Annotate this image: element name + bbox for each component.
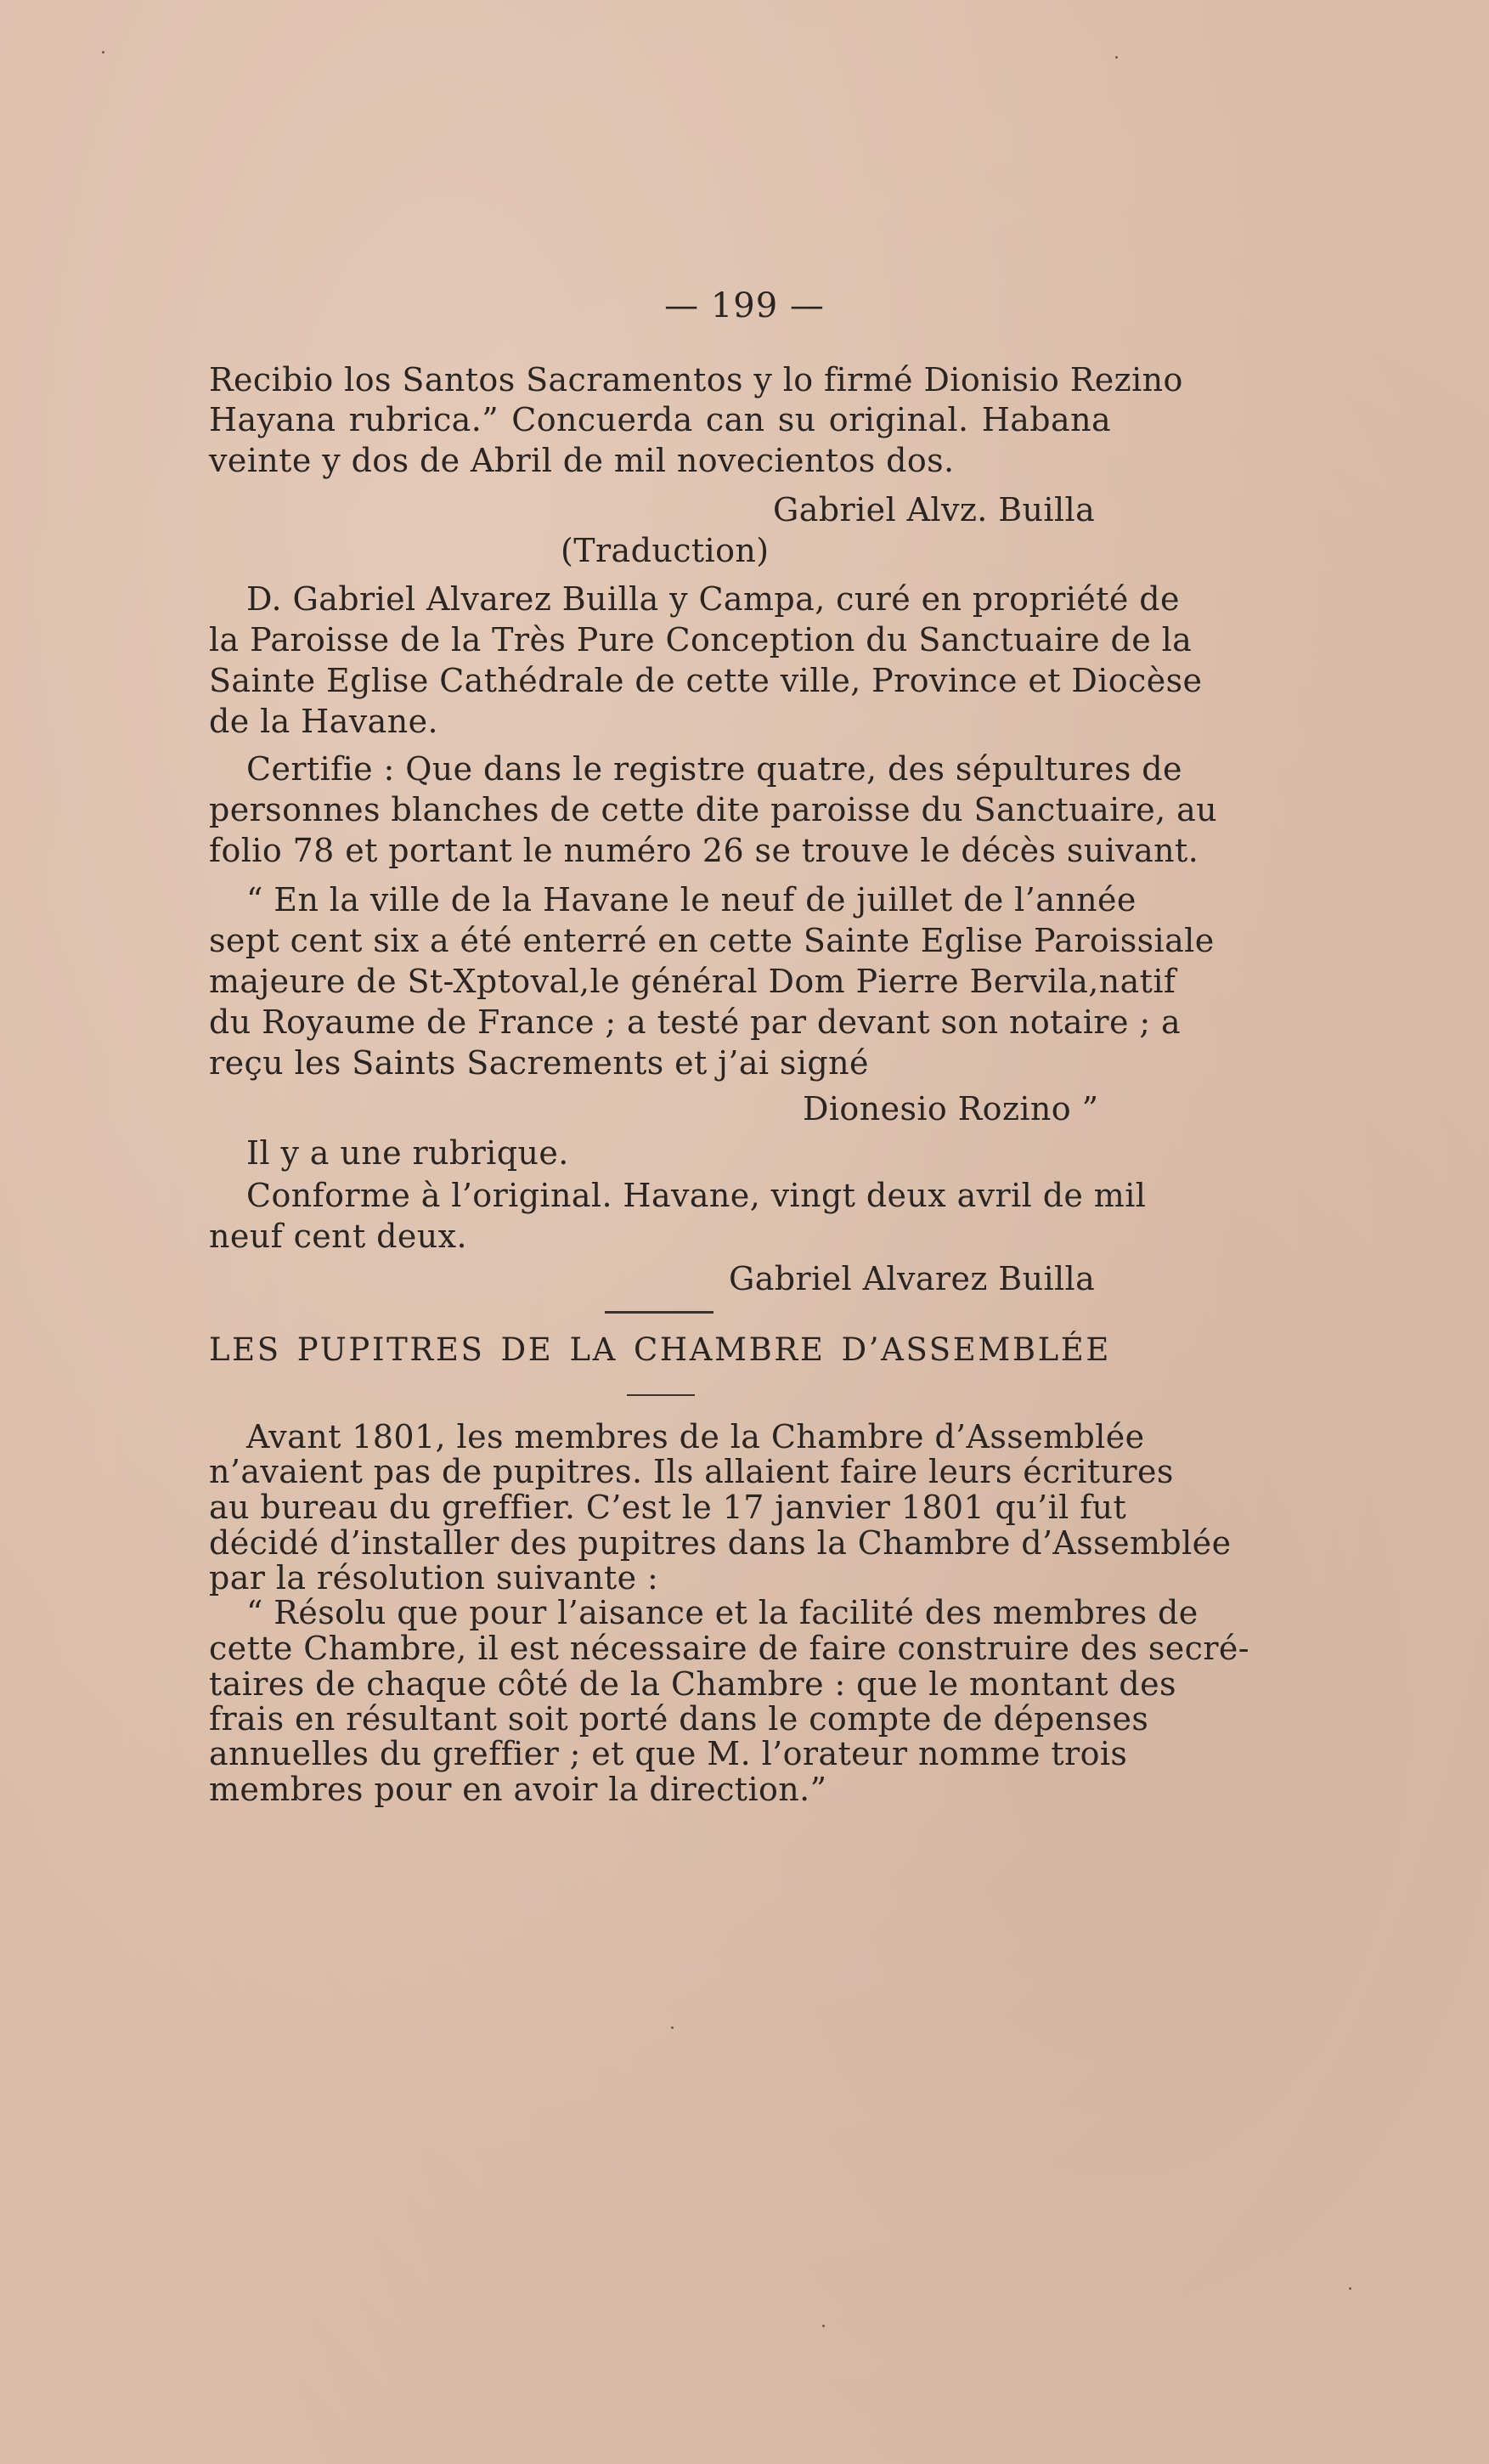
section-p2-line-1: “ Résolu que pour l’aisance et la facilité des membres de [246,1594,1199,1631]
french-p3-line-2: sept cent six a été enterré en cette Sainte Eglise Paroissiale [209,922,1215,959]
section-p1-line-2: n’avaient pas de pupitres. Ils allaient faire leurs écritures [209,1453,1174,1490]
section-p1-line-1: Avant 1801, les membres de la Chambre d’Assemblée [246,1418,1145,1455]
spanish-signature: Gabriel Alvz. Builla [773,491,1096,528]
translation-title: (Traduction) [561,532,770,569]
spanish-line-2: Hayana rubrica.” Concuerda can su original. Habana [209,401,1111,438]
paper-speck [1349,2287,1351,2290]
conforme-line-2: neuf cent deux. [209,1218,467,1255]
paper-speck [1115,56,1118,59]
section-p2-line-2: cette Chambre, il est nécessaire de faire construire des secré- [209,1630,1250,1667]
french-p2-line-2: personnes blanches de cette dite paroisse du Sanctuaire, au [209,791,1218,828]
french-signature: Gabriel Alvarez Builla [729,1260,1096,1297]
section-p2-line-3: taires de chaque côté de la Chambre : que le montant des [209,1665,1176,1703]
spanish-line-1: Recibio los Santos Sacramentos y lo firmé Dionisio Rezino [209,361,1183,398]
spanish-line-3: veinte y dos de Abril de mil novecientos dos. [209,442,955,479]
section-p2-line-4: frais en résultant soit porté dans le compte de dépenses [209,1700,1149,1738]
section-p2-line-5: annuelles du greffier ; et que M. l’orateur nomme trois [209,1735,1128,1772]
conforme-line-1: Conforme à l’original. Havane, vingt deux avril de mil [246,1177,1147,1214]
section-p1-line-5: par la résolution suivante : [209,1559,659,1597]
paper-speck [671,2026,674,2029]
french-p3-line-3: majeure de St-Xptoval,le général Dom Pierre Bervila,natif [209,963,1176,1000]
quoted-signature: Dionesio Rozino ” [803,1090,1099,1127]
section-divider-top [605,1311,713,1314]
section-p2-line-6: membres pour en avoir la direction.” [209,1771,827,1808]
page-number: — 199 — [664,286,825,325]
section-divider-bottom [627,1394,695,1396]
french-p3-line-5: reçu les Saints Sacrements et j’ai signé [209,1044,869,1082]
french-p2-line-1: Certifie : Que dans le registre quatre, des sépultures de [246,750,1182,788]
french-p1-line-1: D. Gabriel Alvarez Builla y Campa, curé en propriété de [246,580,1180,618]
section-p1-line-3: au bureau du greffier. C’est le 17 janvier 1801 qu’il fut [209,1489,1127,1526]
french-p3-line-4: du Royaume de France ; a testé par devant son notaire ; a [209,1003,1182,1041]
french-p1-line-3: Sainte Eglise Cathédrale de cette ville, Province et Diocèse [209,662,1203,699]
rubric-note: Il y a une rubrique. [246,1134,569,1172]
section-heading: LES PUPITRES DE LA CHAMBRE D’ASSEMBLÉE [209,1331,1111,1368]
french-p1-line-2: la Paroisse de la Très Pure Conception du Sanctuaire de la [209,621,1193,658]
french-p1-line-4: de la Havane. [209,703,438,740]
paper-speck [822,2325,825,2327]
french-p2-line-3: folio 78 et portant le numéro 26 se trouve le décès suivant. [209,832,1199,869]
paper-speck [102,51,104,54]
french-p3-line-1: “ En la ville de la Havane le neuf de juillet de l’année [246,881,1136,918]
section-p1-line-4: décidé d’installer des pupitres dans la Chambre d’Assemblée [209,1524,1232,1562]
